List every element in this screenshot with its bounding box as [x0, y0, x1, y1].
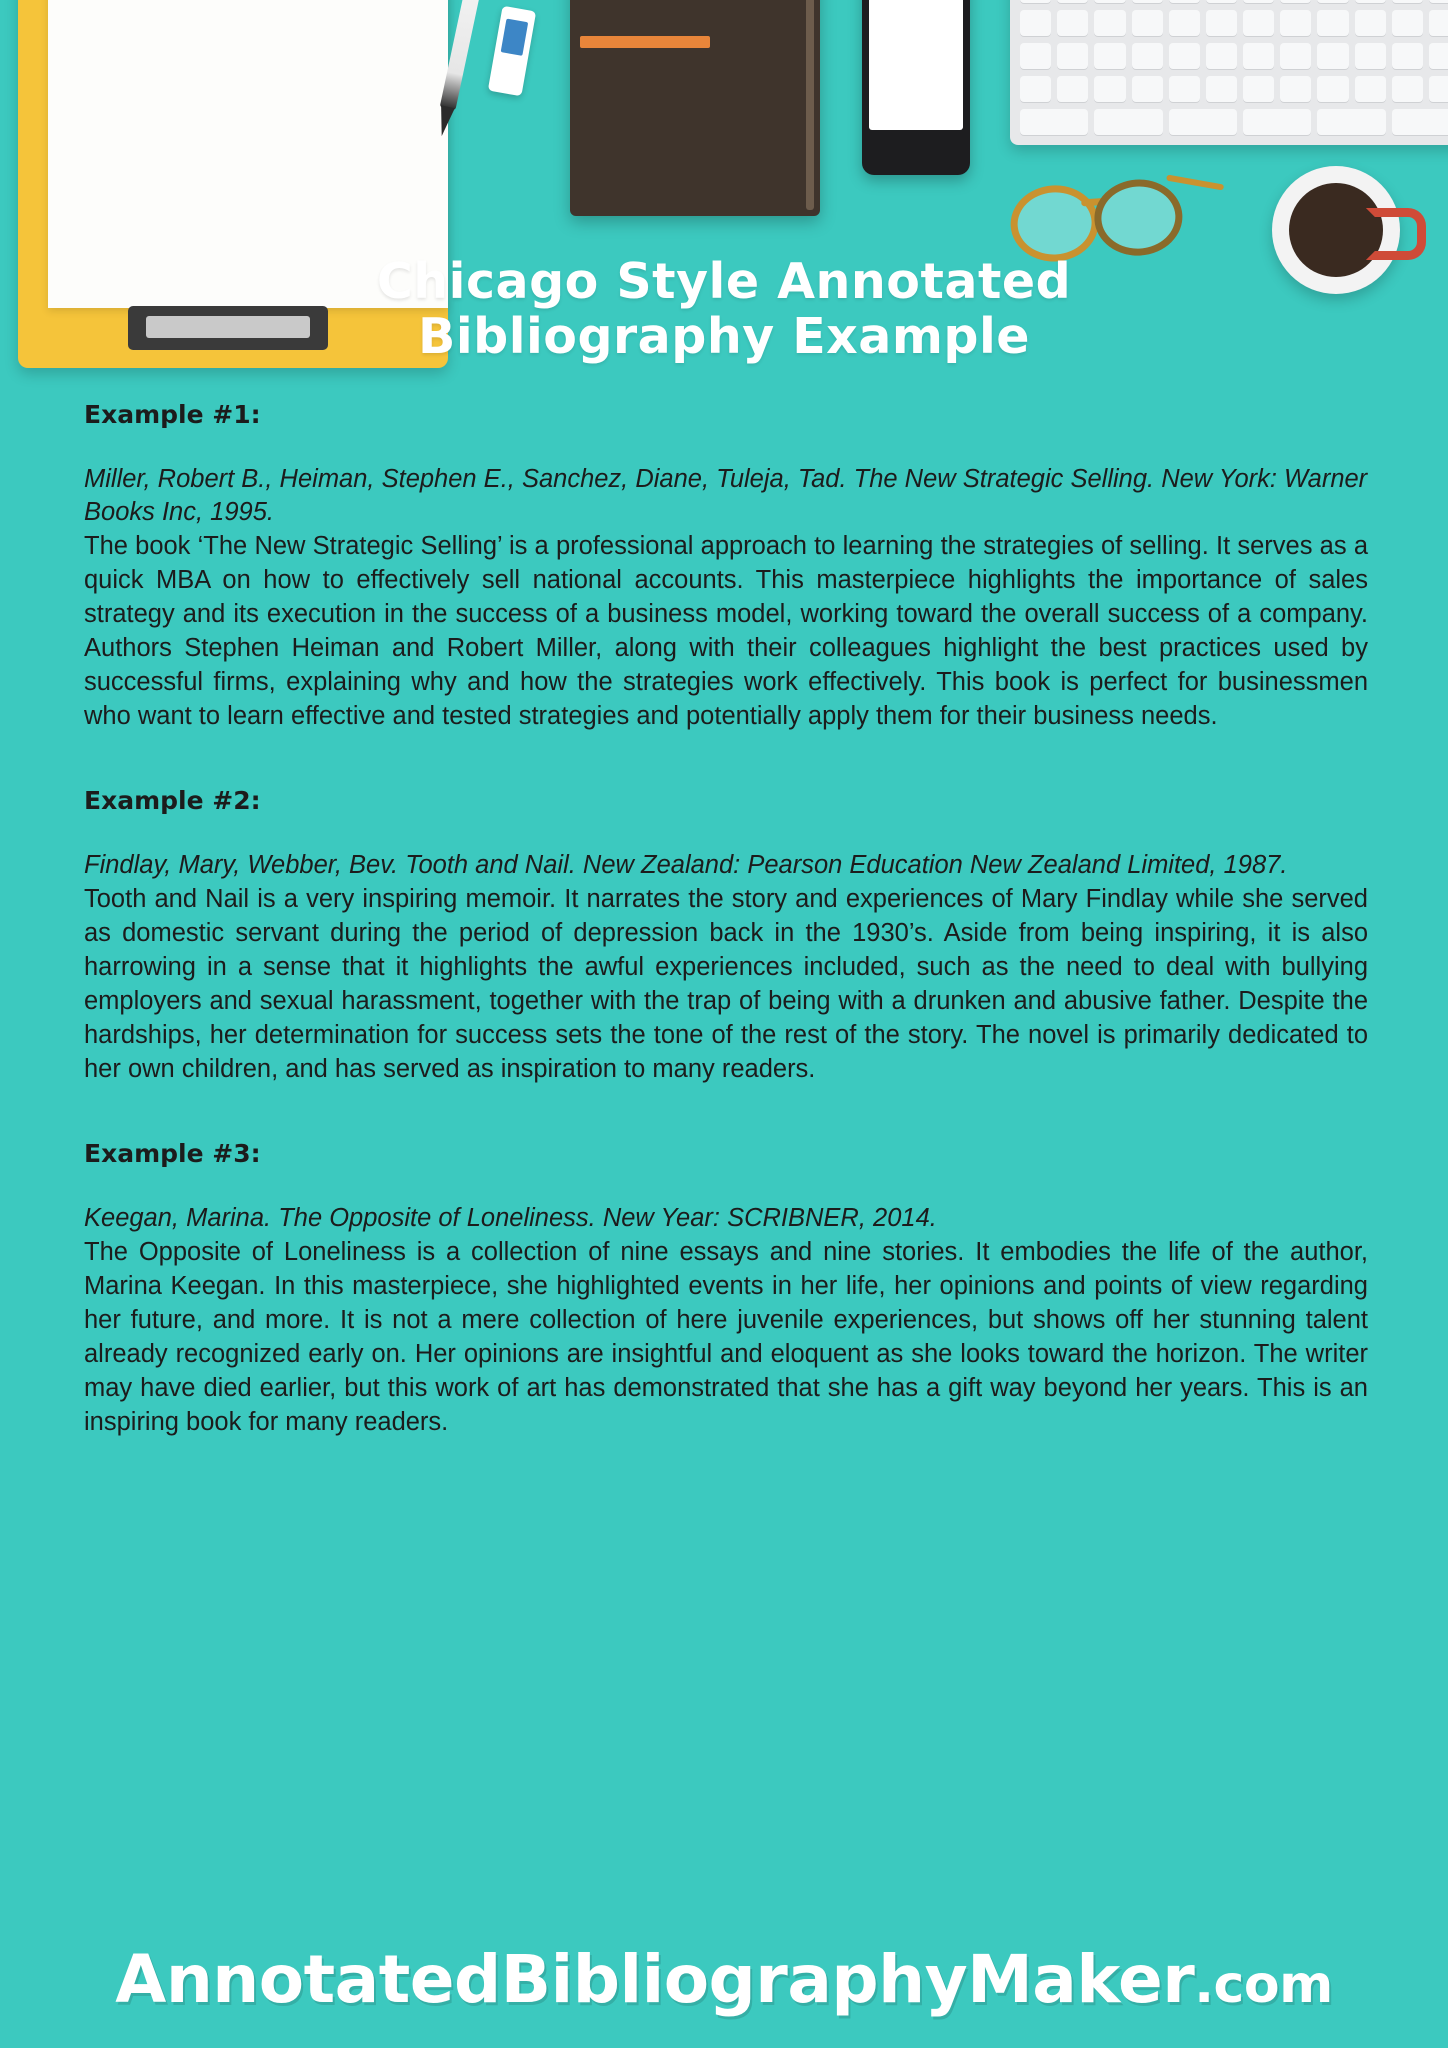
keyboard-key [1206, 10, 1237, 36]
keyboard-key [1094, 43, 1125, 69]
smartphone-icon [862, 0, 970, 175]
keyboard-key [1243, 10, 1274, 36]
example-1-label: Example #1: [84, 400, 261, 429]
example-2-citation: Findlay, Mary, Webber, Bev. Tooth and Nail. New Zealand: Pearson Education New Zealand Limited, 1987. [84, 850, 1288, 879]
keyboard-key [1169, 76, 1200, 102]
keyboard-icon [1010, 0, 1448, 145]
keyboard-key [1317, 10, 1348, 36]
keyboard-key [1169, 10, 1200, 36]
keyboard-row [1010, 43, 1448, 69]
brand-name [115, 1941, 1333, 2018]
glasses-temple [1166, 175, 1224, 191]
keyboard-key [1132, 0, 1163, 3]
keyboard-key [1429, 10, 1448, 36]
keyboard-key [1317, 43, 1348, 69]
keyboard-key [1094, 0, 1125, 3]
keyboard-key [1392, 0, 1423, 3]
example-3-label: Example #3: [84, 1138, 261, 1168]
glasses-right-lens [1092, 177, 1185, 259]
keyboard-key [1243, 76, 1274, 102]
keyboard-key [1355, 10, 1386, 36]
example-3-annotation: The Opposite of Loneliness is a collection of nine essays and nine stories. It embodies the life of the author, Marina Keegan. In this masterpiece, she highlighted events in her life, her opinions and points of view regarding her future, and more. It is not a mere collection of here juvenile experiences, but shows off her stunning talent already recognized early on. Her opinions are insightful and eloquent as she looks toward the horizon. The writer may have died earlier, but this work of art has demonstrated that she has a gift way beyond her years. This is an inspiring book for many readers. [84, 1238, 1368, 1436]
keyboard-key [1429, 43, 1448, 69]
keyboard-key [1429, 76, 1448, 102]
keyboard-key [1057, 43, 1088, 69]
keyboard-key [1317, 76, 1348, 102]
keyboard-key [1280, 43, 1311, 69]
example-entry-3 [84, 1139, 1368, 1440]
example-2-label: Example #2: [84, 785, 261, 815]
keyboard-key [1206, 76, 1237, 102]
keyboard-key [1094, 109, 1162, 135]
keyboard-key [1132, 43, 1163, 69]
keyboard-row [1010, 76, 1448, 102]
keyboard-key [1132, 76, 1163, 102]
keyboard-key [1169, 0, 1200, 3]
keyboard-row [1010, 0, 1448, 3]
keyboard-row [1010, 109, 1448, 135]
page-title [0, 255, 1448, 365]
notebook-band-icon [580, 36, 710, 48]
keyboard-key [1317, 109, 1385, 135]
keyboard-key [1020, 109, 1088, 135]
keyboard-row [1010, 10, 1448, 36]
keyboard-key [1280, 10, 1311, 36]
keyboard-key [1132, 10, 1163, 36]
usb-flash-drive-icon [488, 6, 536, 97]
examples-container [84, 400, 1368, 1448]
keyboard-key [1243, 0, 1274, 3]
keyboard-key [1020, 43, 1051, 69]
keyboard-key [1355, 76, 1386, 102]
keyboard-key [1243, 43, 1274, 69]
keyboard-key [1057, 10, 1088, 36]
example-2-annotation: Tooth and Nail is a very inspiring memoir. It narrates the story and experiences of Mary Findlay while she served as domestic servant during the period of depression back in the 1930’s. Aside from being inspiring, it is also harrowing in a sense that it highlights the awful experiences included, such as the need to deal with bullying employers and sexual harassment, together with the trap of being with a drunken and abusive father. Despite the hardships, her determination for success sets the tone of the rest of the story. The novel is primarily dedicated to her own children, and has served as inspiration to many readers. [84, 885, 1368, 1083]
site-footer [0, 1941, 1448, 2018]
keyboard-key [1206, 43, 1237, 69]
example-1-citation: Miller, Robert B., Heiman, Stephen E., Sanchez, Diane, Tuleja, Tad. The New Strategic Selling. New York: Warner Books Inc, 1995. [84, 465, 1368, 526]
keyboard-key [1243, 109, 1311, 135]
keyboard-key [1020, 0, 1051, 3]
keyboard-key [1355, 0, 1386, 3]
keyboard-key [1392, 10, 1423, 36]
keyboard-key [1169, 43, 1200, 69]
example-3-citation: Keegan, Marina. The Opposite of Loneliness. New Year: SCRIBNER, 2014. [84, 1203, 937, 1232]
example-1-annotation: The book ‘The New Strategic Selling’ is a professional approach to learning the strategies of selling. It serves as a quick MBA on how to effectively sell national accounts. This masterpiece highlights the importance of sales strategy and its execution in the success of a business model, working toward the overall success of a company. Authors Stephen Heiman and Robert Miller, along with their colleagues highlight the best practices used by successful firms, explaining why and how the strategies work effectively. This book is perfect for businessmen who want to learn effective and tested strategies and potentially apply them for their business needs. [84, 532, 1368, 730]
cup-handle-icon [1366, 208, 1426, 260]
phone-screen-icon [869, 0, 963, 130]
keyboard-key [1020, 76, 1051, 102]
keyboard-key [1020, 10, 1051, 36]
keyboard-key [1317, 0, 1348, 3]
leather-notebook-icon [570, 0, 820, 216]
keyboard-key [1429, 0, 1448, 3]
keyboard-key [1169, 109, 1237, 135]
keyboard-key [1094, 10, 1125, 36]
brand-name-text: AnnotatedBibliographyMaker [115, 1941, 1195, 2018]
keyboard-key [1392, 109, 1448, 135]
page-title-line1: Chicago Style Annotated [376, 253, 1072, 310]
notebook-edge-icon [806, 0, 814, 210]
keyboard-key [1206, 0, 1237, 3]
eyeglasses-icon [1008, 168, 1228, 258]
example-entry-1 [84, 400, 1368, 734]
page-title-line2: Bibliography Example [417, 307, 1031, 365]
keyboard-key [1355, 43, 1386, 69]
keyboard-key [1057, 0, 1088, 3]
keyboard-key [1280, 76, 1311, 102]
brand-tld: .com [1194, 1955, 1333, 2015]
example-entry-2 [84, 786, 1368, 1087]
keyboard-key [1392, 76, 1423, 102]
keyboard-key [1392, 43, 1423, 69]
keyboard-key [1094, 76, 1125, 102]
keyboard-key [1280, 0, 1311, 3]
keyboard-key [1057, 76, 1088, 102]
